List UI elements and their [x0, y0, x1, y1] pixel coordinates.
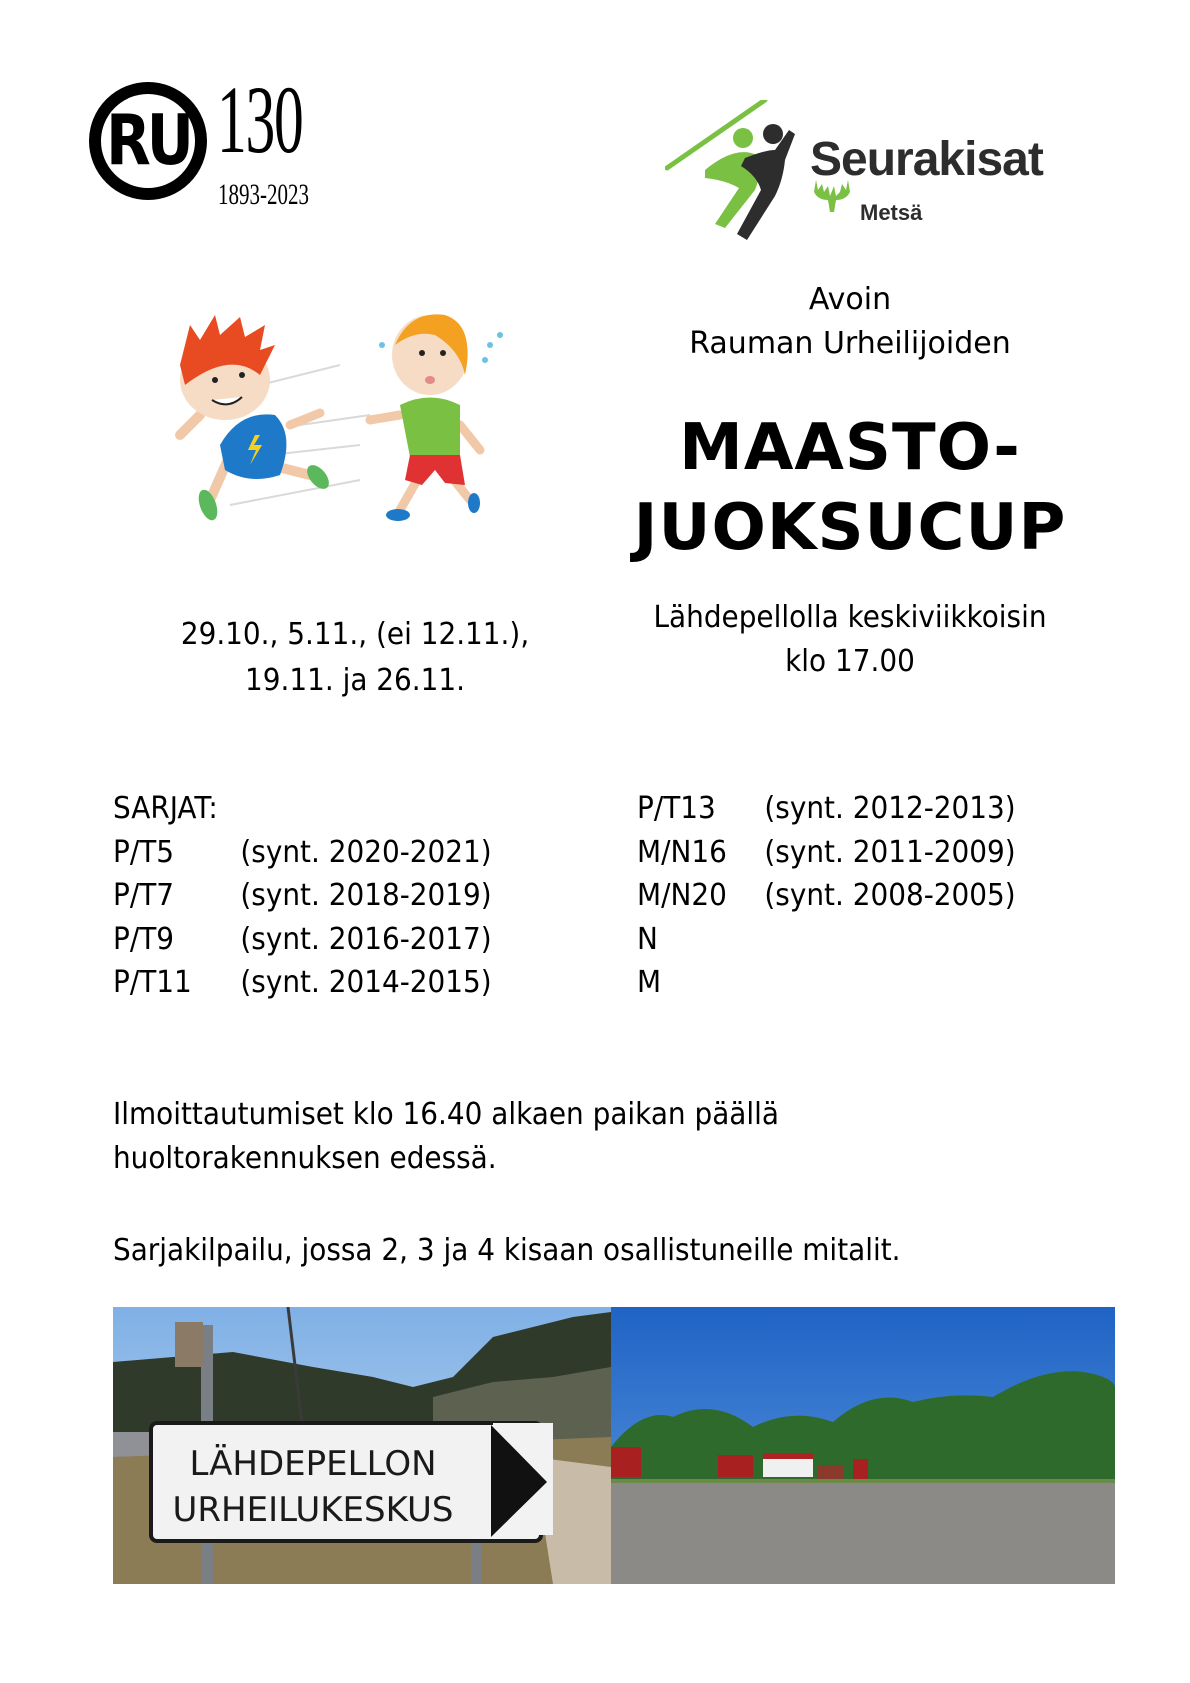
athletes-icon — [665, 100, 815, 240]
series-row — [637, 874, 1065, 918]
subtitle-line-2: Rauman Urheilijoiden — [689, 326, 1011, 361]
series-code: P/T9 — [113, 921, 175, 957]
series-years: (synt. 2014-2015) — [240, 965, 492, 1000]
sports-field-photo — [611, 1307, 1115, 1584]
series-years: (synt. 2008-2005) — [764, 878, 1016, 913]
ru-130-logo — [85, 66, 315, 211]
road-sign-photo — [113, 1307, 611, 1584]
seurakisat-logo — [665, 100, 1075, 240]
series-row — [637, 787, 1065, 831]
moose-icon — [812, 178, 852, 214]
event-venue — [631, 596, 1068, 684]
title-line-1: MAASTO- — [679, 411, 1021, 485]
series-code: P/T5 — [113, 834, 175, 870]
event-dates — [136, 612, 573, 704]
series-heading: SARJAT: — [113, 791, 218, 826]
series-list-right — [637, 787, 1065, 1005]
dates-line-1: 29.10., 5.11., (ei 12.11.), — [180, 617, 530, 652]
series-row — [113, 831, 550, 875]
series-code: M/N16 — [637, 834, 727, 870]
venue-line-2: klo 17.00 — [785, 644, 915, 679]
subtitle — [640, 278, 1060, 366]
sign-line-2: URHEILUKESKUS — [172, 1490, 454, 1530]
kid-orange-hair — [370, 314, 503, 521]
registration-line-1: Ilmoittautumiset klo 16.40 alkaen paikan päällä — [113, 1097, 779, 1132]
kid-red-hair — [180, 315, 333, 523]
running-kids-illustration — [160, 305, 550, 525]
series-code: P/T7 — [113, 878, 175, 913]
series-years: (synt. 2012-2013) — [764, 791, 1016, 826]
series-row — [113, 918, 550, 962]
series-row — [637, 918, 1065, 962]
series-years: (synt. 2018-2019) — [240, 878, 492, 913]
series-years: (synt. 2020-2021) — [240, 834, 492, 870]
ru-logo-number: 130 — [217, 66, 303, 173]
sign-line-1: LÄHDEPELLON — [189, 1444, 437, 1484]
seurakisat-sub: Metsä — [860, 200, 923, 225]
ru-logo-years: 1893-2023 — [218, 178, 309, 211]
series-years: (synt. 2011-2009) — [764, 834, 1016, 870]
ru-logo-letters: RU — [106, 99, 190, 181]
series-code: N — [637, 921, 658, 957]
dates-line-2: 19.11. ja 26.11. — [244, 663, 466, 698]
venue-photos — [113, 1307, 1115, 1584]
series-code: M — [637, 965, 662, 1000]
series-list-left — [113, 787, 550, 1005]
registration-line-2: huoltorakennuksen edessä. — [113, 1141, 497, 1176]
seurakisat-name: Seurakisat — [810, 133, 1043, 186]
medals-info: Sarjakilpailu, jossa 2, 3 ja 4 kisaan osallistuneille mitalit. — [113, 1233, 901, 1268]
series-row — [113, 961, 550, 1005]
subtitle-line-1: Avoin — [808, 282, 892, 317]
series-code: P/T13 — [637, 791, 716, 826]
series-row — [113, 874, 550, 918]
series-row — [637, 831, 1065, 875]
registration-info — [113, 1093, 997, 1181]
series-code: P/T11 — [113, 965, 192, 1000]
page-title — [600, 408, 1100, 568]
series-row — [637, 961, 1065, 1005]
series-code: M/N20 — [637, 878, 727, 913]
series-years: (synt. 2016-2017) — [240, 921, 492, 957]
venue-line-1: Lähdepellolla keskiviikkoisin — [653, 600, 1047, 635]
title-line-2: JUOKSUCUP — [633, 491, 1067, 565]
